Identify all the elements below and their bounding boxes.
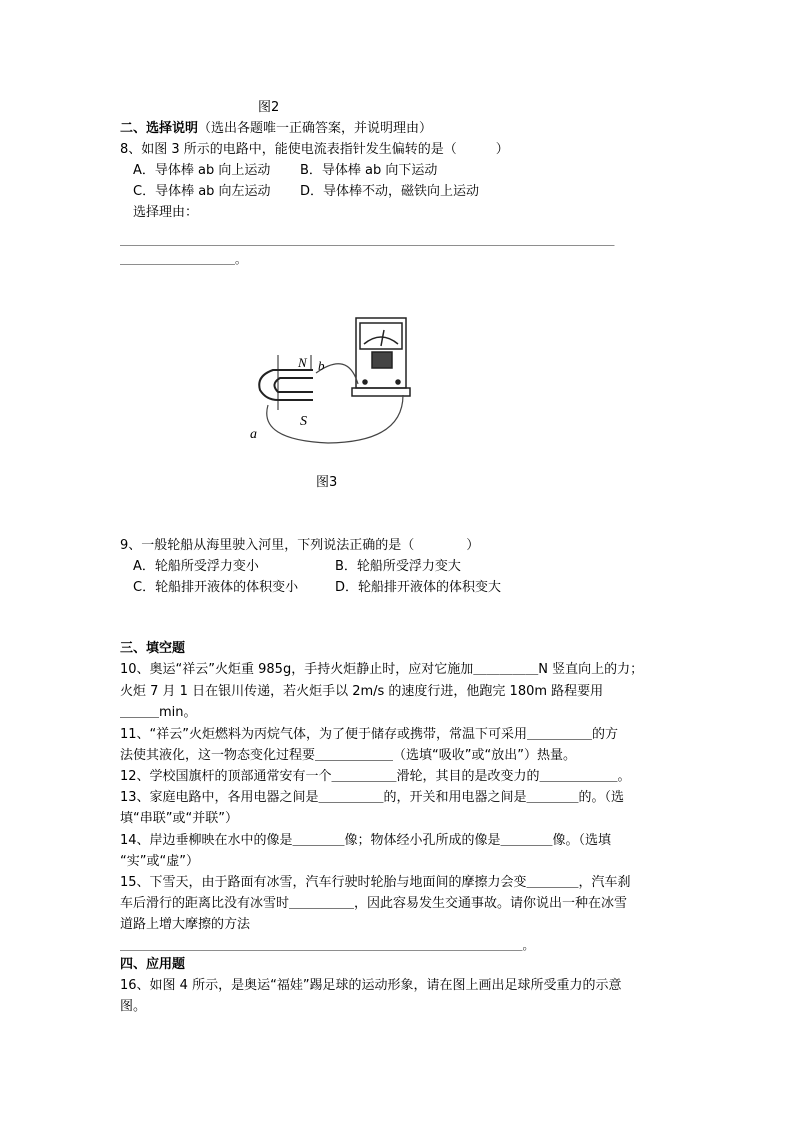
answer-blank: ＿＿＿＿＿＿＿＿＿＿＿＿＿＿＿＿＿＿＿＿＿＿＿＿＿＿＿＿＿＿＿＿＿＿＿。	[120, 938, 534, 952]
text-line: 火炬 7 月 1 日在银川传递，若火炬手以 2m/s 的速度行进，他跑完 180m 路程要用	[120, 684, 604, 699]
conductor-b-label: b	[318, 358, 325, 373]
q8-option-b: B．导体棒 ab 向下运动	[300, 163, 438, 178]
section-2-heading	[120, 120, 432, 138]
section-3-heading: 三、填空题	[120, 641, 186, 656]
q8-answer-blank-2: ＿＿＿＿＿＿＿＿＿＿。	[120, 252, 247, 266]
text-line: 道路上增大摩擦的方法	[120, 917, 251, 932]
text-line: 16、如图 4 所示，是奥运“福娃”踢足球的运动形象，请在图上画出足球所受重力的示意	[120, 978, 622, 993]
text-line: 15、下雪天，由于路面有冰雪，汽车行驶时轮胎与地面间的摩擦力会变＿＿＿＿，汽车刹	[120, 875, 631, 890]
pole-n-label: N	[298, 355, 307, 370]
q8-answer-blank-1: ＿＿＿＿＿＿＿＿＿＿＿＿＿＿＿＿＿＿＿＿＿＿＿＿＿＿＿＿＿＿＿＿＿＿＿＿＿＿＿＿＿＿＿	[120, 233, 615, 247]
text-line: 13、家庭电路中，各用电器之间是＿＿＿＿＿的，开关和用电器之间是＿＿＿＿的。（选	[120, 790, 625, 805]
text-line: 11、“祥云”火炬燃料为丙烷气体，为了便于储存或携带，常温下可采用＿＿＿＿＿的方	[120, 727, 619, 742]
section-title: 二、选择说明	[120, 121, 199, 136]
figure-2-caption: 图2	[258, 100, 280, 115]
q8-reason-label: 选择理由：	[133, 205, 199, 220]
text-line: 10、奥运“祥云”火炬重 985g，手持火炬静止时，应对它施加＿＿＿＿＿N 竖直向上的力；	[120, 662, 644, 677]
text-line: ＿＿＿min。	[120, 705, 197, 720]
conductor-a-label: a	[250, 427, 257, 442]
galvanometer-icon	[352, 318, 410, 396]
q8-option-a: A．导体棒 ab 向上运动	[133, 163, 271, 178]
figure-3-galvanometer-circuit	[238, 310, 428, 460]
section-4-heading: 四、应用题	[120, 957, 186, 972]
text-line: 图。	[120, 999, 147, 1014]
q9-option-c: C．轮船排开液体的体积变小	[133, 580, 299, 595]
figure-3-caption: 图3	[316, 475, 338, 490]
q9-option-a: A．轮船所受浮力变小	[133, 559, 259, 574]
text-line: 填“串联”或“并联”）	[120, 811, 238, 826]
section-note: （选出各题唯一正确答案，并说明理由）	[198, 121, 433, 136]
text-line: 14、岸边垂柳映在水中的像是＿＿＿＿像；物体经小孔所成的像是＿＿＿＿像。（选填	[120, 833, 612, 848]
q8-option-d: D．导体棒不动，磁铁向上运动	[300, 184, 480, 199]
q9-stem: 9、一般轮船从海里驶入河里，下列说法正确的是（ ）	[120, 538, 480, 553]
text-line: “实”或“虚”）	[120, 854, 199, 869]
q9-option-b: B．轮船所受浮力变大	[335, 559, 461, 574]
q8-option-c: C．导体棒 ab 向左运动	[133, 184, 271, 199]
text-line: 车后滑行的距离比没有冰雪时＿＿＿＿＿，因此容易发生交通事故。请你说出一种在冰雪	[120, 896, 628, 911]
q8-stem: 8、如图 3 所示的电路中，能使电流表指针发生偏转的是（ ）	[120, 142, 509, 157]
pole-s-label: S	[300, 414, 307, 429]
circuit-wire	[267, 364, 403, 443]
q9-option-d: D．轮船排开液体的体积变大	[335, 580, 502, 595]
text-line: 12、学校国旗杆的顶部通常安有一个＿＿＿＿＿滑轮，其目的是改变力的＿＿＿＿＿＿。	[120, 769, 631, 784]
text-line: 法使其液化，这一物态变化过程要＿＿＿＿＿＿（选填“吸收”或“放出”）热量。	[120, 748, 576, 763]
